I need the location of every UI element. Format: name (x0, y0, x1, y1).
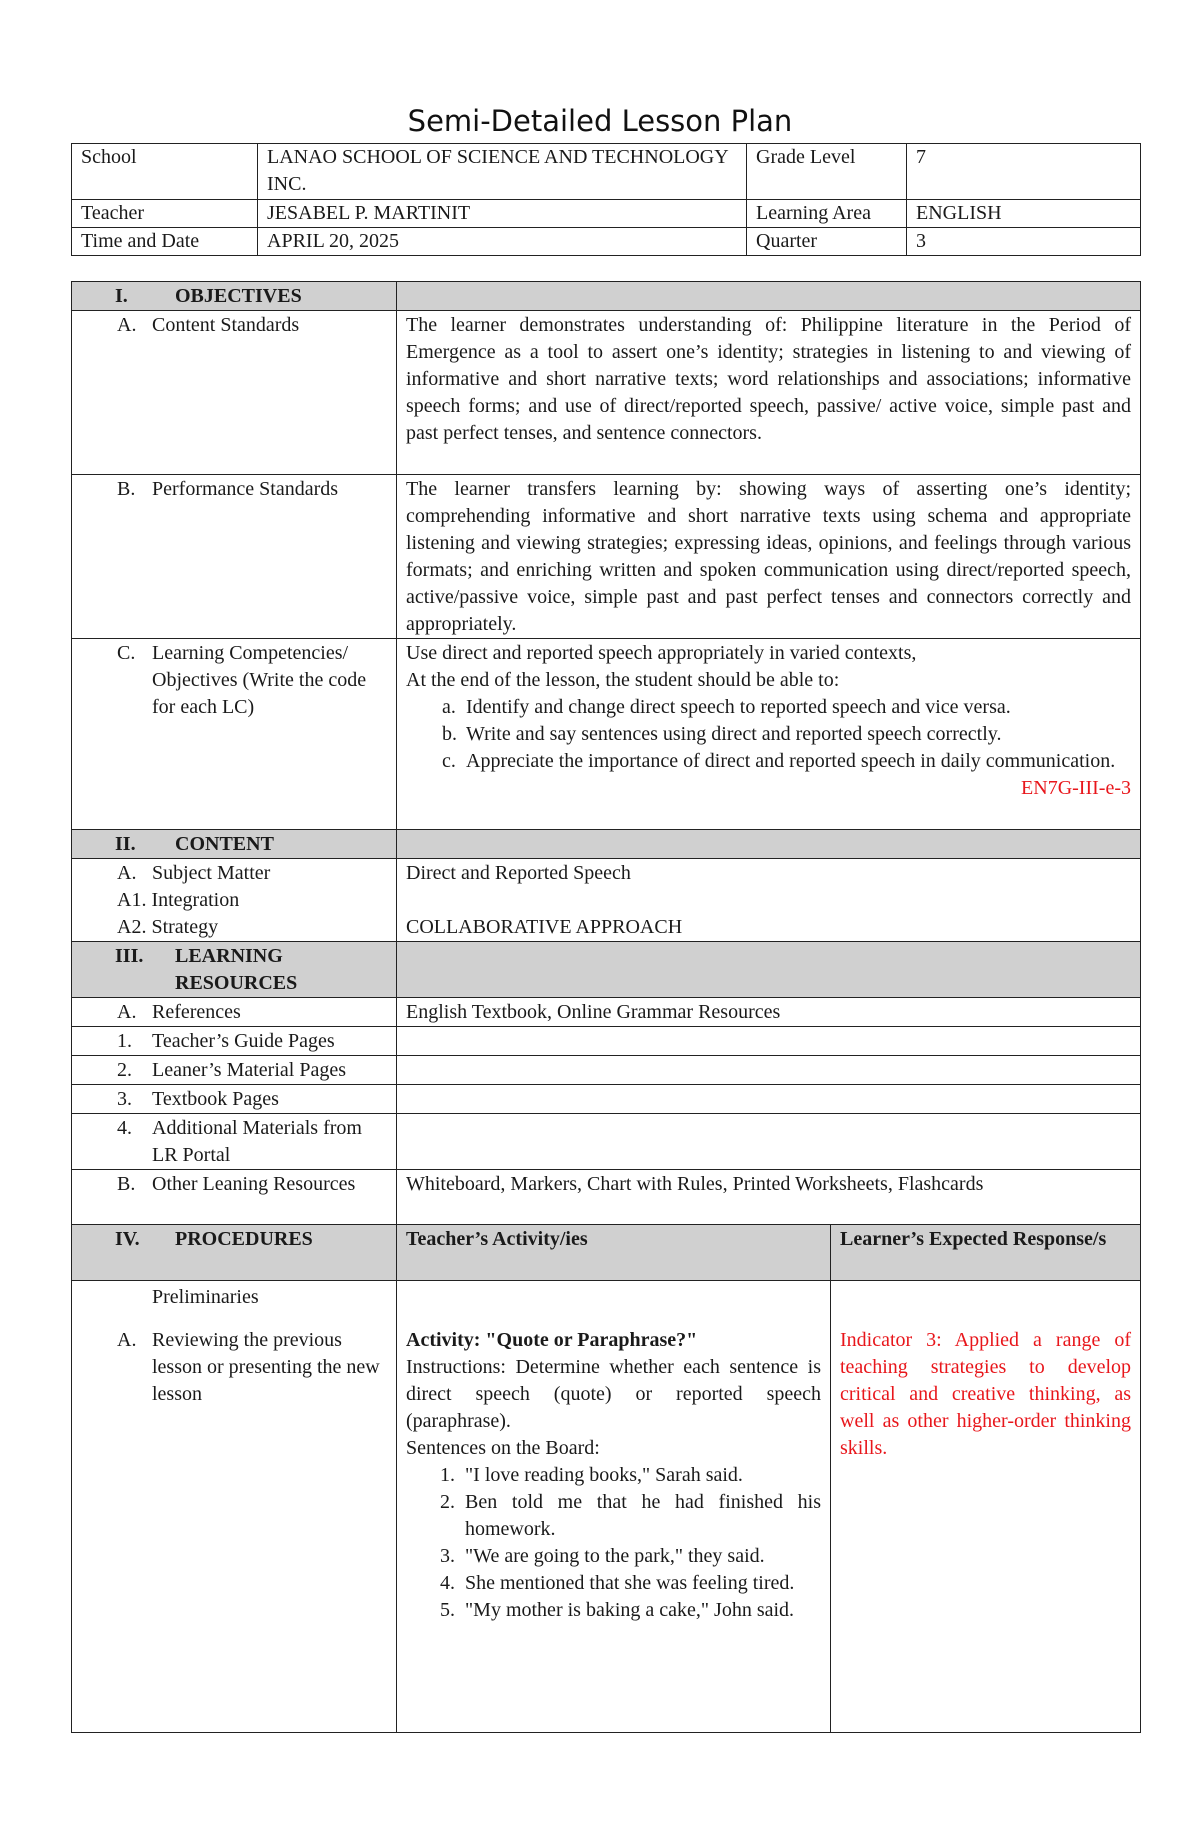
area-value: ENGLISH (907, 200, 1141, 228)
teacher-activity-header: Teacher’s Activity/ies (397, 1225, 831, 1281)
learner-response-header: Learner’s Expected Response/s (831, 1225, 1141, 1281)
list-item: c. Appreciate the importance of direct and reported speech in daily communication. (442, 750, 1116, 772)
item-marker: B. (117, 1173, 136, 1195)
learners-material-label: Leaner’s Material Pages (152, 1059, 346, 1081)
preliminaries-label: Preliminaries (152, 1286, 259, 1308)
item-marker: C. (117, 642, 136, 664)
section-number: II. (115, 833, 136, 855)
list-item: 1. "I love reading books," Sarah said. (440, 1464, 743, 1486)
indicator-text: Indicator 3: Applied a range of teaching strategies to develop critical and creative thinking, as well as other higher-order thinking skills. (840, 1329, 1131, 1459)
section-number: I. (115, 285, 128, 307)
competency-intro: At the end of the lesson, the student should be able to: (406, 669, 840, 691)
quarter-label: Quarter (747, 228, 907, 256)
item-marker: 3. (117, 1088, 132, 1110)
learners-material-row (72, 1056, 1141, 1085)
section-heading: PROCEDURES (175, 1228, 313, 1250)
sentence-list (406, 1462, 821, 1624)
section-resources (72, 942, 1141, 998)
time-label: Time and Date (72, 228, 258, 256)
additional-materials-label: Additional Materials from LR Portal (152, 1117, 362, 1166)
references-label: References (152, 1001, 241, 1023)
competency-list (406, 694, 1131, 775)
teacher-value: JESABEL P. MARTINIT (258, 200, 747, 228)
competencies-label: Learning Competencies/ Objectives (Write the code for each LC) (152, 642, 367, 718)
textbook-label: Textbook Pages (152, 1088, 279, 1110)
school-label: School (72, 144, 258, 200)
content-standards-label: Content Standards (152, 314, 300, 336)
quarter-value: 3 (907, 228, 1141, 256)
list-item: 5. "My mother is baking a cake," John said. (440, 1599, 795, 1621)
section-heading: LEARNING RESOURCES (175, 945, 298, 994)
list-item: b. Write and say sentences using direct and reported speech correctly. (442, 723, 1002, 745)
section-objectives (72, 282, 1141, 311)
activity-title: Activity: "Quote or Paraphrase?" (406, 1329, 698, 1351)
performance-standards-row (72, 475, 1141, 639)
content-standards-text: The learner demonstrates understanding of: Philippine literature in the Period of Emergence as a tool to assert one’s identity; strategies in listening to and viewing of informative and short narrative texts; word relationships and associations; informative speech forms; and use of direct/reported speech, passive/ active voice, simple past and past perfect tenses, and sentence connectors. (397, 311, 1141, 475)
review-label: Reviewing the previous lesson or presenting the new lesson (152, 1329, 380, 1405)
list-item: 4. She mentioned that she was feeling tired. (440, 1572, 795, 1594)
section-content (72, 830, 1141, 859)
list-item: 3. "We are going to the park," they said. (440, 1545, 765, 1567)
teachers-guide-row (72, 1027, 1141, 1056)
area-label: Learning Area (747, 200, 907, 228)
item-marker: 4. (117, 1117, 132, 1139)
lesson-table (71, 281, 1141, 1733)
grade-label: Grade Level (747, 144, 907, 200)
teachers-guide-label: Teacher’s Guide Pages (152, 1030, 335, 1052)
content-standards-row (72, 311, 1141, 475)
board-label: Sentences on the Board: (406, 1437, 600, 1459)
school-value: LANAO SCHOOL OF SCIENCE AND TECHNOLOGY INC. (258, 144, 747, 200)
item-marker: B. (117, 478, 136, 500)
other-resources-value: Whiteboard, Markers, Chart with Rules, Printed Worksheets, Flashcards (397, 1170, 1141, 1225)
performance-standards-label: Performance Standards (152, 478, 339, 500)
time-value: APRIL 20, 2025 (258, 228, 747, 256)
other-resources-label: Other Leaning Resources (152, 1173, 356, 1195)
teacher-label: Teacher (72, 200, 258, 228)
references-value: English Textbook, Online Grammar Resources (397, 998, 1141, 1027)
subject-label: Subject Matter (152, 862, 271, 884)
section-heading: OBJECTIVES (175, 285, 302, 307)
section-heading: CONTENT (175, 833, 274, 855)
item-marker: 2. (117, 1059, 132, 1081)
section-procedures (72, 1225, 1141, 1281)
additional-materials-row (72, 1114, 1141, 1170)
info-table (71, 143, 1141, 256)
grade-value: 7 (907, 144, 1141, 200)
list-item: a. Identify and change direct speech to reported speech and vice versa. (442, 696, 1011, 718)
item-marker: A. (117, 1329, 137, 1351)
integration-label: A1. Integration (117, 889, 240, 911)
competencies-row (72, 639, 1141, 830)
page-title: Semi-Detailed Lesson Plan (407, 104, 793, 138)
strategy-label: A2. Strategy (117, 916, 219, 938)
review-row (72, 1281, 1141, 1733)
subject-value: Direct and Reported Speech (406, 862, 631, 884)
textbook-row (72, 1085, 1141, 1114)
item-marker: A. (117, 1001, 137, 1023)
strategy-value: COLLABORATIVE APPROACH (406, 916, 683, 938)
references-row (72, 998, 1141, 1027)
item-marker: A. (117, 862, 137, 884)
item-marker: A. (117, 314, 137, 336)
section-number: IV. (115, 1228, 140, 1250)
activity-instructions: Instructions: Determine whether each sentence is direct speech (quote) or reported speech (paraphrase). (406, 1356, 821, 1432)
performance-standards-text: The learner transfers learning by: showing ways of asserting one’s identity; comprehending informative and short narrative texts using schema and appropriate listening and viewing strategies; expressing ideas, opinions, and feelings through various formats; and enriching written and spoken communication using direct/reported speech, active/passive voice, simple past and past perfect tenses and connectors correctly and appropriately. (397, 475, 1141, 639)
item-marker: 1. (117, 1030, 132, 1052)
list-item: 2. Ben told me that he had finished his homework. (440, 1491, 821, 1540)
subject-matter-row (72, 859, 1141, 942)
other-resources-row (72, 1170, 1141, 1225)
competency-code: EN7G-III-e-3 (1021, 777, 1131, 799)
competency-line: Use direct and reported speech appropriately in varied contexts, (406, 642, 917, 664)
section-number: III. (115, 945, 144, 967)
